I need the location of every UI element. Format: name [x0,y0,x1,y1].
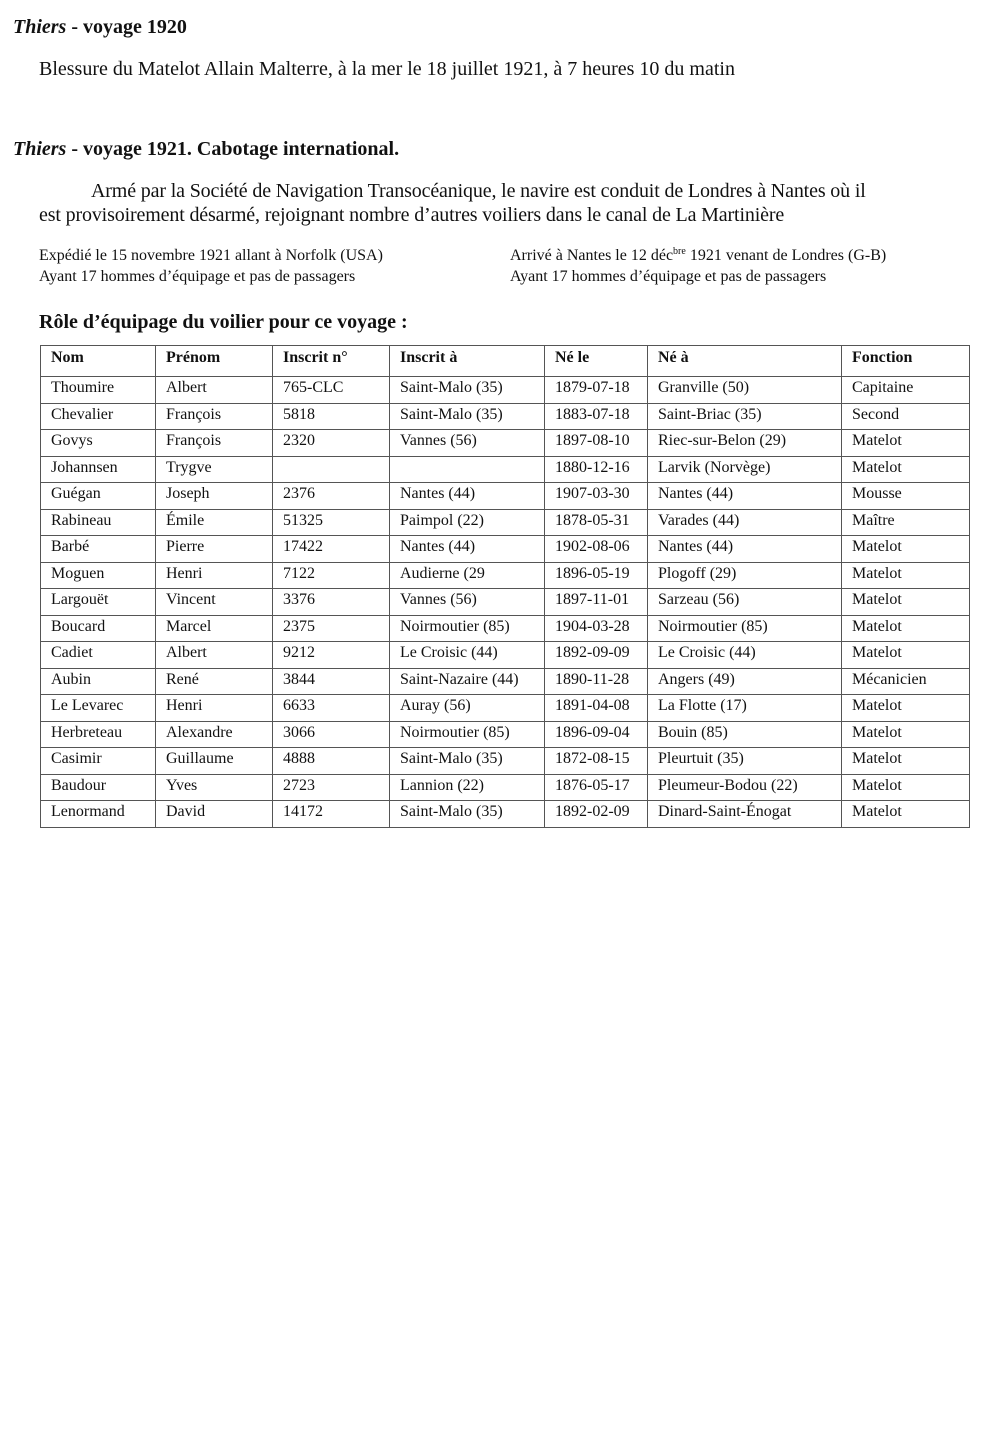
injury-note: Blessure du Matelot Allain Malterre, à la mer le 18 juillet 1921, à 7 heures 10 du matin [39,58,735,80]
cell-ne-le: 1896-09-04 [545,721,648,748]
cell-ne-le: 1892-02-09 [545,801,648,828]
cell-inscrit-a: Saint-Malo (35) [390,403,545,430]
column-header-inscrit-a: Inscrit à [390,346,545,377]
table-row [41,642,970,669]
table-row [41,801,970,828]
cell-ne-le: 1892-09-09 [545,642,648,669]
cell-prenom: Henri [156,562,273,589]
cell-inscrit-numero: 3066 [273,721,390,748]
cell-inscrit-numero: 3844 [273,668,390,695]
cell-ne-le: 1880-12-16 [545,456,648,483]
cell-nom: Rabineau [41,509,156,536]
departure-line: Expédié le 15 novembre 1921 allant à Norfolk (USA) [39,247,383,264]
cell-inscrit-numero: 765-CLC [273,377,390,404]
cell-prenom: Marcel [156,615,273,642]
cell-fonction: Matelot [842,695,970,722]
cell-ne-a: Varades (44) [648,509,842,536]
cell-prenom: Émile [156,509,273,536]
cell-fonction: Matelot [842,721,970,748]
cell-prenom: Joseph [156,483,273,510]
cell-inscrit-numero: 2723 [273,774,390,801]
cell-inscrit-a: Auray (56) [390,695,545,722]
table-row [41,430,970,457]
cell-nom: Aubin [41,668,156,695]
heading-text: - voyage 1920 [66,16,187,38]
cell-nom: Baudour [41,774,156,801]
cell-fonction: Matelot [842,615,970,642]
cell-ne-a: Larvik (Norvège) [648,456,842,483]
cell-ne-le: 1879-07-18 [545,377,648,404]
arrival-info [510,245,886,287]
cell-ne-a: Noirmoutier (85) [648,615,842,642]
cell-fonction: Matelot [842,589,970,616]
cell-ne-le: 1904-03-28 [545,615,648,642]
table-row [41,377,970,404]
cell-ne-a: Nantes (44) [648,536,842,563]
arrival-month-superscript: bre [673,246,686,257]
cell-inscrit-a: Le Croisic (44) [390,642,545,669]
cell-inscrit-numero: 51325 [273,509,390,536]
cell-ne-le: 1902-08-06 [545,536,648,563]
cell-fonction: Matelot [842,456,970,483]
cell-nom: Herbreteau [41,721,156,748]
cell-fonction: Mousse [842,483,970,510]
cell-fonction: Matelot [842,642,970,669]
cell-inscrit-numero: 14172 [273,801,390,828]
cell-inscrit-numero: 4888 [273,748,390,775]
cell-fonction: Second [842,403,970,430]
cell-ne-a: Nantes (44) [648,483,842,510]
table-row [41,774,970,801]
table-row [41,721,970,748]
cell-inscrit-a [390,456,545,483]
cell-inscrit-numero: 9212 [273,642,390,669]
cell-inscrit-numero: 2376 [273,483,390,510]
cell-nom: Lenormand [41,801,156,828]
cell-nom: Govys [41,430,156,457]
cell-ne-le: 1897-08-10 [545,430,648,457]
cell-fonction: Matelot [842,536,970,563]
voyage-description [39,179,969,227]
cell-prenom: Henri [156,695,273,722]
cell-inscrit-numero: 7122 [273,562,390,589]
crew-table [40,345,970,828]
cell-prenom: Vincent [156,589,273,616]
column-header-nom: Nom [41,346,156,377]
cell-prenom: Trygve [156,456,273,483]
cell-ne-le: 1890-11-28 [545,668,648,695]
description-line-1: Armé par la Société de Navigation Transocéanique, le navire est conduit de Londres à Nantes où il [91,180,866,202]
cell-fonction: Matelot [842,562,970,589]
cell-prenom: Guillaume [156,748,273,775]
arrival-text-a: Arrivé à Nantes le 12 déc [510,247,674,264]
cell-nom: Moguen [41,562,156,589]
arrival-text-b: 1921 venant de Londres (G-B) [685,247,887,264]
cell-ne-le: 1907-03-30 [545,483,648,510]
heading-voyage-1921 [13,137,399,161]
cell-inscrit-a: Noirmoutier (85) [390,721,545,748]
cell-fonction: Matelot [842,801,970,828]
cell-ne-le: 1876-05-17 [545,774,648,801]
cell-prenom: Alexandre [156,721,273,748]
cell-inscrit-numero: 2375 [273,615,390,642]
column-header-prenom: Prénom [156,346,273,377]
cell-ne-a: Plogoff (29) [648,562,842,589]
table-row [41,403,970,430]
cell-ne-le: 1896-05-19 [545,562,648,589]
cell-fonction: Capitaine [842,377,970,404]
cell-prenom: René [156,668,273,695]
cell-inscrit-numero: 5818 [273,403,390,430]
cell-inscrit-numero: 17422 [273,536,390,563]
cell-ne-a: Sarzeau (56) [648,589,842,616]
heading-voyage-1920 [13,15,187,39]
cell-ne-a: Angers (49) [648,668,842,695]
column-header-ne-a: Né à [648,346,842,377]
cell-inscrit-a: Nantes (44) [390,483,545,510]
cell-nom: Largouët [41,589,156,616]
table-row [41,695,970,722]
ship-name: Thiers [13,16,67,38]
cell-inscrit-a: Saint-Malo (35) [390,377,545,404]
cell-prenom: Albert [156,377,273,404]
crew-list-title: Rôle d’équipage du voilier pour ce voyage : [39,311,408,333]
cell-ne-le: 1897-11-01 [545,589,648,616]
cell-inscrit-a: Saint-Nazaire (44) [390,668,545,695]
table-row [41,562,970,589]
cell-prenom: Yves [156,774,273,801]
table-row [41,509,970,536]
cell-prenom: Albert [156,642,273,669]
cell-prenom: François [156,403,273,430]
cell-fonction: Matelot [842,430,970,457]
cell-prenom: David [156,801,273,828]
cell-ne-le: 1883-07-18 [545,403,648,430]
table-row [41,748,970,775]
cell-ne-a: Dinard-Saint-Énogat [648,801,842,828]
table-row [41,668,970,695]
cell-ne-a: Pleurtuit (35) [648,748,842,775]
cell-nom: Johannsen [41,456,156,483]
cell-prenom: François [156,430,273,457]
heading-text: - voyage 1921. Cabotage international. [66,138,400,160]
cell-inscrit-a: Noirmoutier (85) [390,615,545,642]
cell-inscrit-numero: 2320 [273,430,390,457]
cell-ne-a: Bouin (85) [648,721,842,748]
table-row [41,615,970,642]
arrival-line [510,245,886,266]
table-row [41,456,970,483]
table-row [41,589,970,616]
cell-inscrit-a: Lannion (22) [390,774,545,801]
table-header-row [41,346,970,377]
cell-ne-a: Le Croisic (44) [648,642,842,669]
cell-inscrit-numero: 3376 [273,589,390,616]
cell-ne-le: 1878-05-31 [545,509,648,536]
cell-inscrit-a: Saint-Malo (35) [390,801,545,828]
cell-fonction: Matelot [842,748,970,775]
departure-info [39,245,383,287]
cell-ne-a: Saint-Briac (35) [648,403,842,430]
column-header-ne-le: Né le [545,346,648,377]
ship-name: Thiers [13,138,67,160]
cell-ne-a: Riec-sur-Belon (29) [648,430,842,457]
cell-inscrit-a: Audierne (29 [390,562,545,589]
cell-ne-le: 1872-08-15 [545,748,648,775]
cell-ne-a: Granville (50) [648,377,842,404]
cell-inscrit-a: Vannes (56) [390,430,545,457]
cell-nom: Barbé [41,536,156,563]
cell-fonction: Maître [842,509,970,536]
cell-nom: Boucard [41,615,156,642]
table-row [41,536,970,563]
cell-inscrit-a: Paimpol (22) [390,509,545,536]
cell-nom: Guégan [41,483,156,510]
cell-fonction: Matelot [842,774,970,801]
cell-fonction: Mécanicien [842,668,970,695]
arrival-crew-line: Ayant 17 hommes d’équipage et pas de passagers [510,268,827,285]
table-row [41,483,970,510]
cell-nom: Casimir [41,748,156,775]
cell-nom: Chevalier [41,403,156,430]
cell-inscrit-a: Vannes (56) [390,589,545,616]
cell-inscrit-numero [273,456,390,483]
column-header-inscrit-numero: Inscrit n° [273,346,390,377]
departure-crew-line: Ayant 17 hommes d’équipage et pas de passagers [39,268,356,285]
cell-ne-a: Pleumeur-Bodou (22) [648,774,842,801]
cell-nom: Le Levarec [41,695,156,722]
cell-ne-le: 1891-04-08 [545,695,648,722]
cell-prenom: Pierre [156,536,273,563]
cell-inscrit-numero: 6633 [273,695,390,722]
cell-inscrit-a: Saint-Malo (35) [390,748,545,775]
cell-ne-a: La Flotte (17) [648,695,842,722]
cell-inscrit-a: Nantes (44) [390,536,545,563]
description-line-2: est provisoirement désarmé, rejoignant nombre d’autres voiliers dans le canal de La Martinière [39,204,785,226]
column-header-fonction: Fonction [842,346,970,377]
cell-nom: Thoumire [41,377,156,404]
cell-nom: Cadiet [41,642,156,669]
